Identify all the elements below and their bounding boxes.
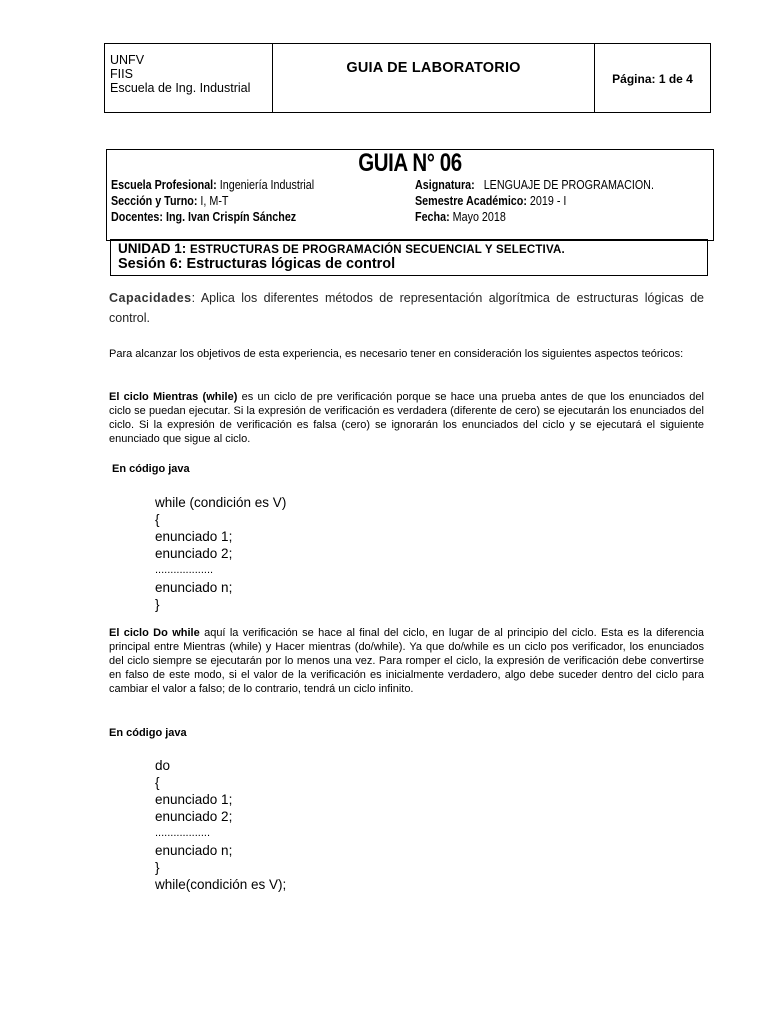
escuela-row	[111, 178, 314, 192]
while-code-block	[155, 494, 286, 613]
dowhile-term: El ciclo Do while	[109, 627, 200, 639]
org-line-1: UNFV	[110, 53, 145, 67]
org-line-2: FIIS	[110, 67, 133, 81]
page-info: Página: 1 de 4	[612, 72, 693, 86]
guia-title: GUIA N° 06	[358, 149, 462, 177]
asignatura-value: LENGUAJE DE PROGRAMACION.	[483, 178, 654, 192]
dowhile-code-heading: En código java	[109, 727, 187, 739]
docentes-label: Docentes: Ing. Ivan Crispín Sánchez	[111, 210, 297, 224]
dowhile-text: aquí la verificación se hace al final del ciclo, en lugar de al principio del ciclo. Esta es la diferencia principal entre Mientras (while) y Hacer mientras (do/while). Ya que do/while es un ciclo pos verificador, los enunciados del ciclo siempre se ejecutarán por lo menos una vez. Para romper el ciclo, la expresión de verificación debe convertirse en falso de este modo, si el valor de la verificación es inicialmente verdadero, algo debe suceder dentro del ciclo para cambiar el valor a falso; de lo contrario, tendrá un ciclo infinito.	[109, 627, 704, 695]
unidad-line	[118, 241, 707, 256]
capacidades-label: Capacidades	[109, 291, 192, 305]
code-line: enunciado 2;	[155, 546, 233, 561]
code-line: }	[155, 597, 160, 612]
unidad-title: ESTRUCTURAS DE PROGRAMACIÓN SECUENCIAL Y SELECTIVA.	[190, 244, 565, 256]
intro-paragraph: Para alcanzar los objetivos de esta experiencia, es necesario tener en consideración los siguientes aspectos teóricos:	[109, 348, 684, 360]
semestre-label: Semestre Académico:	[415, 194, 527, 208]
asignatura-label: Asignatura:	[415, 178, 475, 192]
code-line: while(condición es V);	[155, 877, 287, 892]
while-text: es un ciclo de pre verificación porque se hace una prueba antes de que los enunciados del ciclo se puedan ejecutar. Si la expresión de verificación es verdadera (diferente de cero) se ejecutarán los enunciados del ciclo. Si la expresión de verificación es falsa (cero) se ignorarán los enunciados del ciclo y se ejecutará el siguiente enunciado que sigue al ciclo.	[109, 391, 704, 445]
sesion-title: Sesión 6: Estructuras lógicas de control	[118, 256, 396, 272]
while-paragraph	[109, 390, 704, 446]
org-cell	[105, 44, 273, 112]
semestre-row	[415, 194, 566, 208]
code-line: do	[155, 758, 171, 773]
code-line: ...................	[155, 564, 214, 576]
fecha-label: Fecha:	[415, 210, 450, 224]
while-code-heading: En código java	[112, 463, 190, 475]
guia-box	[106, 149, 714, 241]
capacidades-text: : Aplica los diferentes métodos de representación algorítmica de estructuras lógicas de control.	[109, 291, 704, 325]
header-table	[104, 43, 711, 113]
code-line: enunciado n;	[155, 580, 233, 595]
asignatura-row	[415, 178, 654, 192]
while-term: El ciclo Mientras (while)	[109, 391, 238, 403]
fecha-row	[415, 210, 506, 224]
dowhile-code-block	[155, 757, 286, 893]
unidad-label: UNIDAD 1:	[118, 241, 187, 256]
code-line: enunciado n;	[155, 843, 233, 858]
code-line: enunciado 1;	[155, 529, 233, 544]
seccion-row	[111, 194, 228, 208]
code-line: {	[155, 512, 160, 527]
dowhile-paragraph	[109, 626, 704, 696]
doc-title: GUIA DE LABORATORIO	[273, 44, 595, 112]
fecha-value: Mayo 2018	[452, 210, 506, 224]
capacidades-paragraph	[109, 288, 704, 328]
code-line: ..................	[155, 827, 211, 839]
seccion-value: I, M-T	[200, 194, 229, 208]
docentes-row	[111, 210, 296, 224]
code-line: {	[155, 775, 160, 790]
semestre-value: 2019 - I	[529, 194, 567, 208]
escuela-value: Ingeniería Industrial	[219, 178, 315, 192]
code-line: }	[155, 860, 160, 875]
code-line: enunciado 1;	[155, 792, 233, 807]
seccion-label: Sección y Turno:	[111, 194, 198, 208]
code-line: while (condición es V)	[155, 495, 287, 510]
code-line: enunciado 2;	[155, 809, 233, 824]
unidad-box	[110, 239, 708, 276]
escuela-label: Escuela Profesional:	[111, 178, 217, 192]
org-line-3: Escuela de Ing. Industrial	[110, 81, 251, 95]
